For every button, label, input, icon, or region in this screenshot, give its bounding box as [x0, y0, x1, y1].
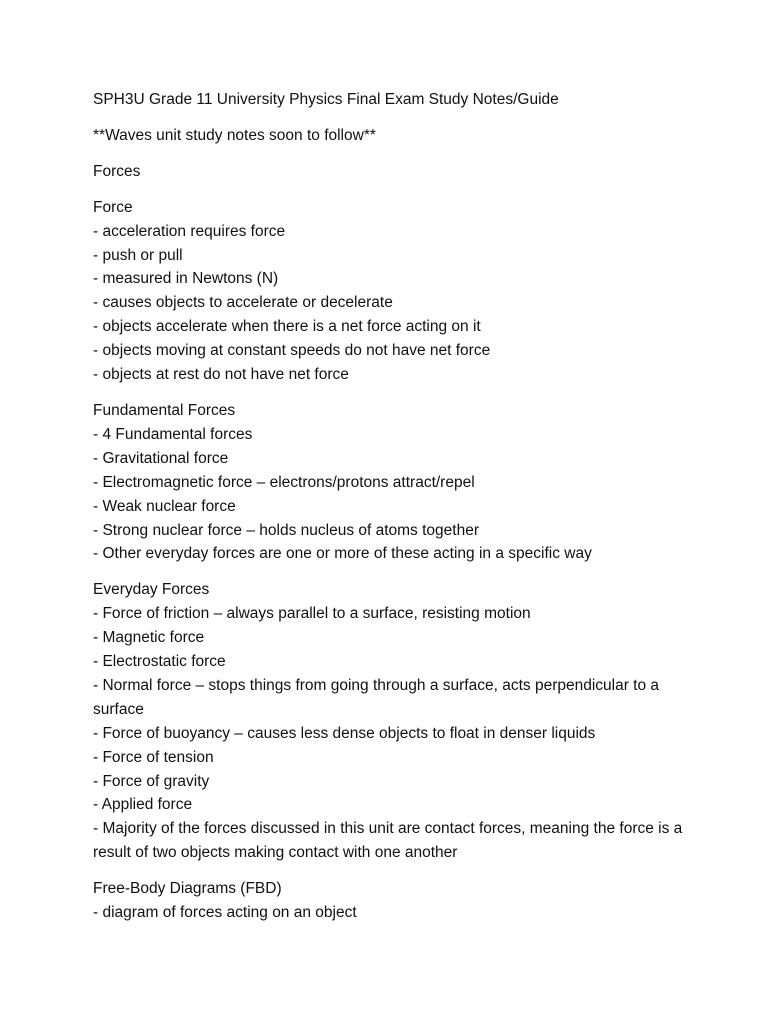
section-free-body-diagrams: [93, 877, 713, 925]
section-heading: Free-Body Diagrams (FBD): [93, 880, 282, 898]
section-everyday-forces: [93, 578, 713, 865]
document-page: [93, 88, 713, 937]
document-title: SPH3U Grade 11 University Physics Final Exam Study Notes/Guide: [93, 91, 559, 108]
section-fundamental-forces: [93, 399, 713, 566]
list-item: - Normal force – stops things from going through a surface, acts perpendicular to a surface: [93, 676, 660, 718]
list-item: - objects accelerate when there is a net force acting on it: [93, 318, 481, 336]
list-item: - Magnetic force: [93, 629, 205, 647]
section-heading: Fundamental Forces: [93, 401, 236, 419]
list-item: - causes objects to accelerate or decelerate: [93, 294, 393, 312]
list-item: - Majority of the forces discussed in this unit are contact forces, meaning the force is a result of two objects making contact with one another: [93, 820, 683, 862]
list-item: - 4 Fundamental forces: [93, 425, 253, 443]
list-item: - Other everyday forces are one or more of these acting in a specific way: [93, 545, 592, 563]
list-item: - measured in Newtons (N): [93, 270, 279, 288]
list-item: - push or pull: [93, 246, 183, 264]
list-item: - Strong nuclear force – holds nucleus of atoms together: [93, 521, 479, 539]
list-item: - Applied force: [93, 796, 193, 814]
section-heading: Force: [93, 198, 133, 216]
list-item: - Electrostatic force: [93, 653, 226, 671]
list-item: - Force of buoyancy – causes less dense objects to float in denser liquids: [93, 724, 596, 742]
list-item: - Force of gravity: [93, 772, 210, 790]
list-item: - acceleration requires force: [93, 222, 286, 240]
list-item: - diagram of forces acting on an object: [93, 904, 357, 922]
notice-text: **Waves unit study notes soon to follow**: [93, 126, 376, 144]
section-heading: Everyday Forces: [93, 581, 210, 599]
unit-heading: Forces: [93, 162, 141, 180]
list-item: - Weak nuclear force: [93, 497, 236, 515]
list-item: - Gravitational force: [93, 449, 229, 467]
list-item: - Force of tension: [93, 748, 214, 766]
list-item: - objects at rest do not have net force: [93, 366, 349, 384]
list-item: - Force of friction – always parallel to a surface, resisting motion: [93, 605, 531, 623]
list-item: - objects moving at constant speeds do not have net force: [93, 342, 491, 360]
section-force: [93, 196, 713, 387]
list-item: - Electromagnetic force – electrons/protons attract/repel: [93, 473, 475, 491]
